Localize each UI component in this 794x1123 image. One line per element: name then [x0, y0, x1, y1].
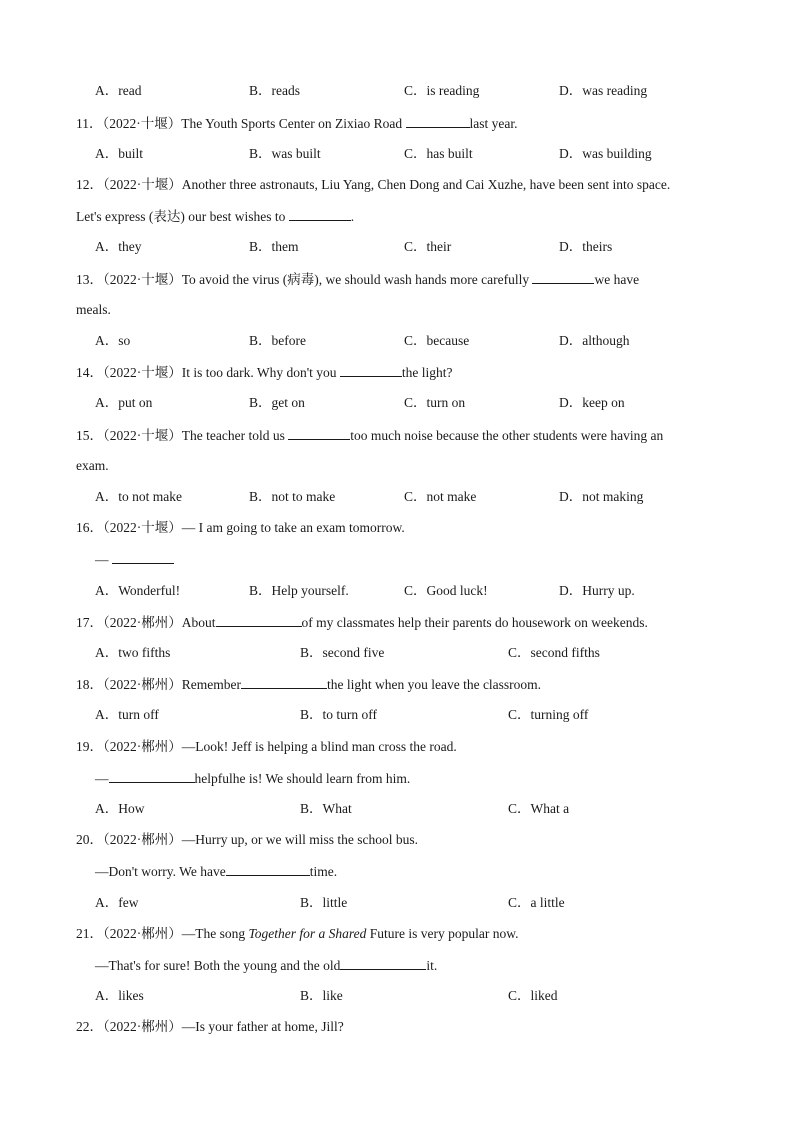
answer-blank[interactable]	[241, 675, 327, 689]
question-16-reply	[95, 550, 174, 569]
question-number: 18．（2022·郴州）	[76, 677, 182, 692]
q15-option-a: A．to not make	[95, 489, 182, 504]
question-text: too much noise because the other students were having an	[350, 428, 664, 443]
question-number: 21．（2022·郴州）	[76, 926, 182, 941]
question-number: 11．（2022·十堰）	[76, 116, 182, 131]
question-13	[76, 270, 639, 289]
q11-option-d: D．was building	[559, 146, 652, 161]
q14-option-d: D．keep on	[559, 395, 625, 410]
q14-option-a: A．put on	[95, 395, 153, 410]
question-text: the light?	[401, 365, 453, 380]
question-18	[76, 675, 541, 694]
question-text: last year.	[469, 116, 518, 131]
q14-option-c: C．turn on	[404, 395, 466, 410]
q10-option-d: D．was reading	[559, 83, 648, 98]
question-15-line2: exam.	[76, 458, 109, 473]
question-15	[76, 426, 663, 445]
q10-option-a: A．read	[95, 83, 142, 98]
question-text: time.	[309, 864, 338, 879]
question-text: —Is your father at home, Jill?	[181, 1019, 344, 1034]
q13-option-c: C．because	[404, 333, 470, 348]
question-number: 13．（2022·十堰）	[76, 272, 182, 287]
question-16	[76, 519, 405, 537]
question-text: the light when you leave the classroom.	[326, 677, 542, 692]
q10-option-c: C．is reading	[404, 83, 480, 98]
question-21	[76, 925, 519, 943]
q21-option-b: B．like	[300, 988, 343, 1003]
question-21-reply	[95, 956, 437, 975]
q11-option-a: A．built	[95, 146, 144, 161]
q12-option-b: B．them	[249, 239, 299, 254]
answer-blank[interactable]	[288, 426, 350, 440]
q11-option-b: B．was built	[249, 146, 321, 161]
question-number: 19．（2022·郴州）	[76, 739, 182, 754]
q18-option-a: A．turn off	[95, 707, 159, 722]
q21-option-a: A．likes	[95, 988, 144, 1003]
question-20-reply	[95, 862, 337, 881]
question-text: .	[350, 209, 355, 224]
q16-option-b: B．Help yourself.	[249, 583, 349, 598]
q13-option-a: A．so	[95, 333, 131, 348]
q12-option-a: A．they	[95, 239, 142, 254]
question-text: To avoid the virus (病毒), we should wash hands more carefully	[181, 272, 533, 287]
q15-option-b: B．not to make	[249, 489, 336, 504]
question-text: Let's express (表达) our best wishes to	[76, 209, 289, 224]
question-12-line2	[76, 207, 354, 226]
q16-option-c: C．Good luck!	[404, 583, 488, 598]
q13-option-d: D．although	[559, 333, 630, 348]
question-text: It is too dark. Why don't you	[181, 365, 340, 380]
q16-option-d: D．Hurry up.	[559, 583, 635, 598]
question-text: we have	[594, 272, 640, 287]
question-19	[76, 738, 457, 756]
q16-option-a: A．Wonderful!	[95, 583, 181, 598]
answer-blank[interactable]	[289, 207, 351, 221]
q14-option-b: B．get on	[249, 395, 305, 410]
question-22	[76, 1018, 344, 1036]
song-title: Together for a Shared	[248, 926, 367, 941]
q18-option-c: C．turning off	[508, 707, 589, 722]
q12-option-d: D．theirs	[559, 239, 613, 254]
question-text: —That's for sure! Both the young and the old	[95, 958, 341, 973]
question-17	[76, 613, 648, 632]
answer-blank[interactable]	[340, 363, 402, 377]
question-number: 17．（2022·郴州）	[76, 615, 182, 630]
q13-option-b: B．before	[249, 333, 306, 348]
question-text: of my classmates help their parents do housework on weekends.	[301, 615, 648, 630]
question-number: 22．（2022·郴州）	[76, 1019, 182, 1034]
question-number: 12．（2022·十堰）	[76, 177, 182, 192]
q20-option-c: C．a little	[508, 895, 565, 910]
question-text: it.	[426, 958, 438, 973]
q19-option-b: B．What	[300, 801, 352, 816]
q19-option-c: C．What a	[508, 801, 570, 816]
question-text: —Hurry up, or we will miss the school bus.	[181, 832, 418, 847]
q15-option-c: C．not make	[404, 489, 477, 504]
dash: —	[95, 771, 109, 786]
answer-blank[interactable]	[216, 613, 302, 627]
answer-blank[interactable]	[532, 270, 594, 284]
q15-option-d: D．not making	[559, 489, 644, 504]
question-13-line2: meals.	[76, 302, 111, 317]
question-text: — I am going to take an exam tomorrow.	[181, 520, 405, 535]
question-text: Future is very popular now.	[366, 926, 519, 941]
question-text: —Don't worry. We have	[95, 864, 226, 879]
q17-option-a: A．two fifths	[95, 645, 171, 660]
question-12	[76, 176, 670, 194]
question-text: —Look! Jeff is helping a blind man cross the road.	[181, 739, 457, 754]
question-14	[76, 363, 453, 382]
q20-option-b: B．little	[300, 895, 348, 910]
answer-blank[interactable]	[406, 114, 470, 128]
q11-option-c: C．has built	[404, 146, 473, 161]
question-number: 14．（2022·十堰）	[76, 365, 182, 380]
question-number: 16．（2022·十堰）	[76, 520, 182, 535]
q21-option-c: C．liked	[508, 988, 558, 1003]
question-text: The teacher told us	[181, 428, 289, 443]
question-11	[76, 114, 517, 133]
q19-option-a: A．How	[95, 801, 145, 816]
q18-option-b: B．to turn off	[300, 707, 377, 722]
question-19-reply	[95, 769, 410, 788]
question-text: —The song	[181, 926, 249, 941]
answer-blank[interactable]	[226, 862, 310, 876]
question-number: 20．（2022·郴州）	[76, 832, 182, 847]
question-20	[76, 831, 418, 849]
q17-option-b: B．second five	[300, 645, 385, 660]
question-text: helpfulhe is! We should learn from him.	[194, 771, 411, 786]
question-text: Another three astronauts, Liu Yang, Chen Dong and Cai Xuzhe, have been sent into space.	[181, 177, 671, 192]
answer-blank[interactable]	[109, 769, 195, 783]
question-text: About	[181, 615, 216, 630]
question-text: The Youth Sports Center on Zixiao Road	[181, 116, 406, 131]
question-number: 15．（2022·十堰）	[76, 428, 182, 443]
answer-blank[interactable]	[112, 550, 174, 564]
q20-option-a: A．few	[95, 895, 139, 910]
question-text: Remember	[181, 677, 241, 692]
q17-option-c: C．second fifths	[508, 645, 600, 660]
answer-blank[interactable]	[340, 956, 426, 970]
q12-option-c: C．their	[404, 239, 452, 254]
q10-option-b: B．reads	[249, 83, 300, 98]
dash: —	[95, 552, 109, 567]
